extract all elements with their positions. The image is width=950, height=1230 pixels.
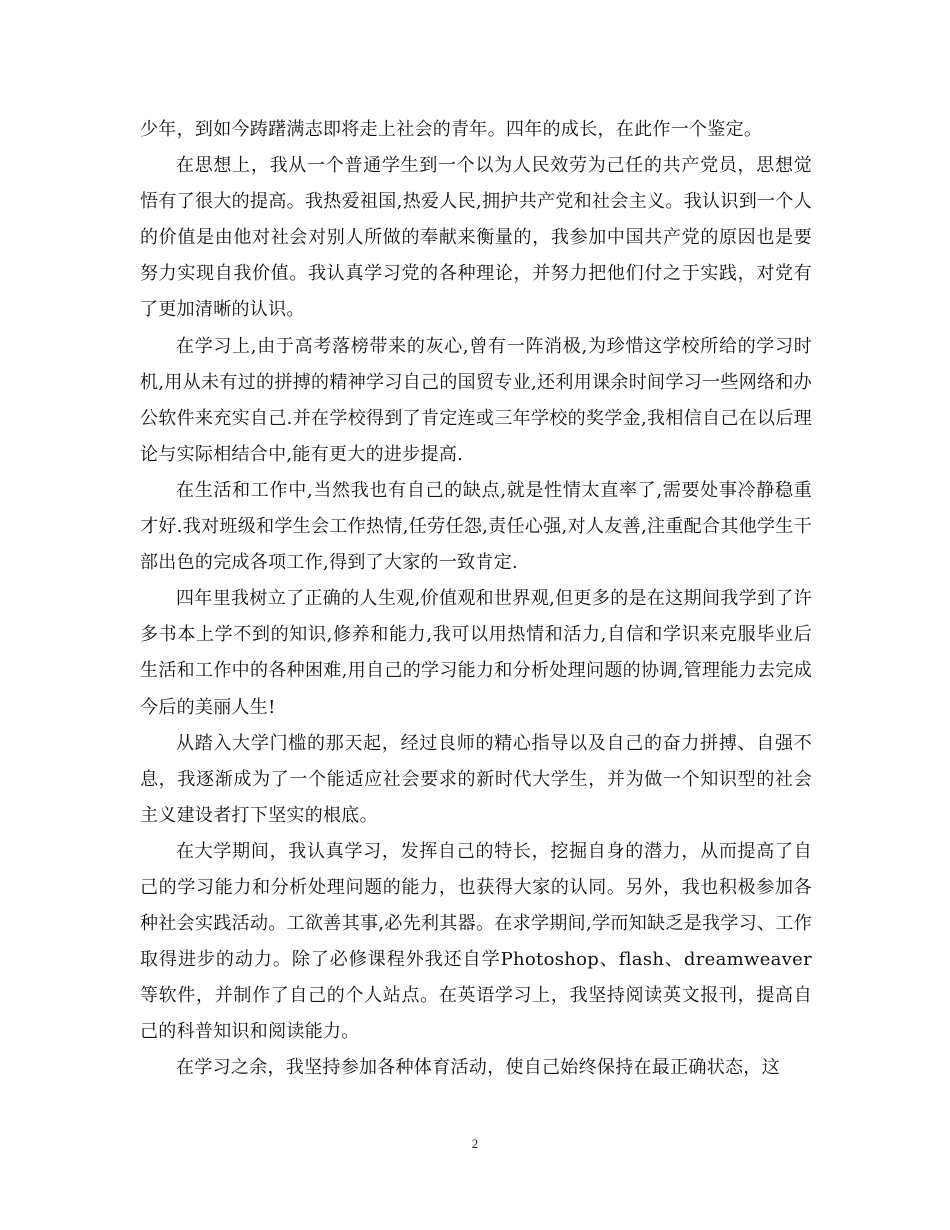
paragraph-four-years: 四年里我树立了正确的人生观,价值观和世界观,但更多的是在这期间我学到了许多书本上学不到的知识,修养和能力,我可以用热情和活力,自信和学识来克服毕业后生活和工作中的各种困难,用自己的学习能力和分析处理问题的协调,管理能力去完成今后的美丽人生! bbox=[140, 588, 812, 718]
paragraph-university-entry: 从踏入大学门槛的那天起，经过良师的精心指导以及自己的奋力拼搏、自强不息，我逐渐成为了一个能适应社会要求的新时代大学生，并为做一个知识型的社会主义建设者打下坚实的根底。 bbox=[140, 732, 812, 826]
body-text bbox=[140, 112, 812, 1087]
paragraph-opening-line: 少年，到如今踌躇满志即将走上社会的青年。四年的成长，在此作一个鉴定。 bbox=[140, 119, 763, 140]
page-number: 2 bbox=[471, 1136, 479, 1151]
paragraph-university-period: 在大学期间，我认真学习，发挥自己的特长，挖掘自身的潜力，从而提高了自己的学习能力和分析处理问题的能力，也获得大家的认同。另外，我也积极参加各种社会实践活动。工欲善其事,必先利其器。在求学期间,学而知缺乏是我学习、工作取得进步的动力。除了必修课程外我还自学Photoshop、flash、dreamweaver等软件，并制作了自己的个人站点。在英语学习上，我坚持阅读英文报刊，提高自己的科普知识和阅读能力。 bbox=[140, 840, 812, 1043]
paragraph-life-work: 在生活和工作中,当然我也有自己的缺点,就是性情太直率了,需要处事冷静稳重才好.我对班级和学生会工作热情,任劳任怨,责任心强,对人友善,注重配合其他学生干部出色的完成各项工作,得到了大家的一致肯定. bbox=[140, 479, 812, 574]
paragraph-study: 在学习上,由于高考落榜带来的灰心,曾有一阵消极,为珍惜这学校所给的学习时机,用从未有过的拼搏的精神学习自己的国贸专业,还利用课余时间学习一些网络和办公软件来充实自己.并在学校得到了肯定连或三年学校的奖学金,我相信自己在以后理论与实际相结合中,能有更大的进步提高. bbox=[140, 335, 812, 465]
paragraph-after-study: 在学习之余，我坚持参加各种体育活动，使自己始终保持在最正确状态，这 bbox=[176, 1057, 780, 1079]
paragraph-ideology: 在思想上，我从一个普通学生到一个以为人民效劳为己任的共产党员，思想觉悟有了很大的提高。我热爱祖国,热爱人民,拥护共产党和社会主义。我认识到一个人的价值是由他对社会对别人所做的奉献来衡量的，我参加中国共产党的原因也是要努力实现自我价值。我认真学习党的各种理论，并努力把他们付之于实践，对党有了更加清晰的认识。 bbox=[140, 155, 812, 321]
